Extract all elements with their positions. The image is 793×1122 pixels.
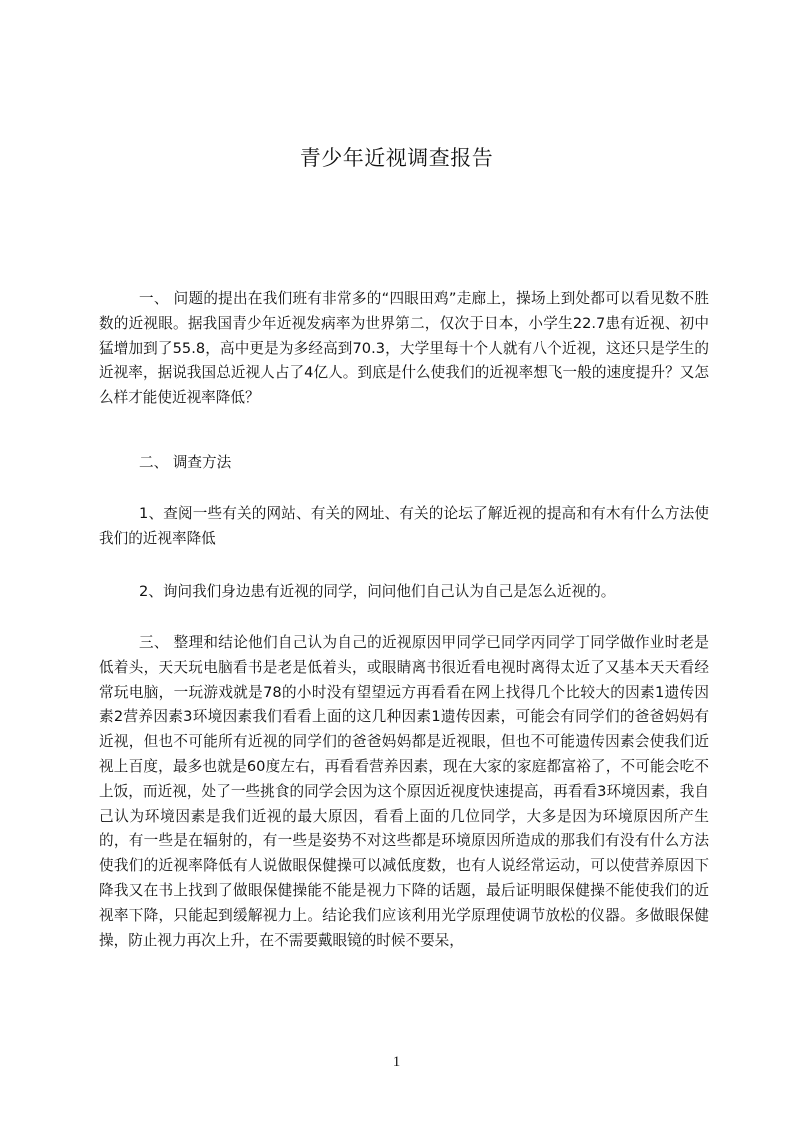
document-title: 青少年近视调查报告 — [299, 146, 494, 170]
paragraph-conclusion: 三、 整理和结论他们自己认为自己的近视原因甲同学已同学丙同学丁同学做作业时老是低着头，天天玩电脑看书是老是低着头，或眼睛离书很近看电视时离得太近了又基本天天看经常玩电脑，一玩游戏就是78的小时没有望望远方再看看在网上找得几个比较大的因素1遗传因素2营养因素3环境因素我们看看上面的这几种因素1遗传因素，可能会有同学们的爸爸妈妈有近视，但也不可能所有近视的同学们的爸爸妈妈都是近视眼，但也不可能遗传因素会使我们近视上百度，最多也就是60度左右，再看看营养因素，现在大家的家庭都富裕了，不可能会吃不上饭，而近视，处了一些挑食的同学会因为这个原因近视度快速提高，再看看3环境因素，我自己认为环境因素是我们近视的最大原因，看看上面的几位同学，大多是因为环境原因所产生的，有一些是在辐射的，有一些是姿势不对这些都是环境原因所造成的那我们有没有什么方法使我们的近视率降低有人说做眼保健操可以减低度数，也有人说经常运动，可以使营养原因下降我又在书上找到了做眼保健操能不能是视力下降的话题，最后证明眼保健操不能使我们的近视率下降，只能起到缓解视力上。结论我们应该利用光学原理使调节放松的仪器。多做眼保健操，防止视力再次上升，在不需要戴眼镜的时候不要呆， — [99, 634, 709, 949]
page-number: 1 — [392, 1054, 401, 1070]
paragraph-method-heading: 二、 调查方法 — [139, 454, 232, 471]
paragraph-method-step-1: 1、查阅一些有关的网站、有关的网址、有关的论坛了解近视的提高和有木有什么方法使我们的近视率降低 — [99, 505, 709, 547]
paragraph-method-step-2: 2、询问我们身边患有近视的同学，问问他们自己认为自己是怎么近视的。 — [139, 583, 616, 600]
paragraph-problem-statement: 一、 问题的提出在我们班有非常多的“四眼田鸡”走廊上，操场上到处都可以看见数不胜数的近视眼。据我国青少年近视发病率为世界第二，仅次于日本，小学生22.7患有近视、初中猛增加到了55.8，高中更是为多经高到70.3，大学里每十个人就有八个近视，这还只是学生的近视率，据说我国总近视人占了4亿人。到底是什么使我们的近视率想飞一般的速度提升？又怎么样才能使近视率降低？ — [99, 290, 709, 407]
